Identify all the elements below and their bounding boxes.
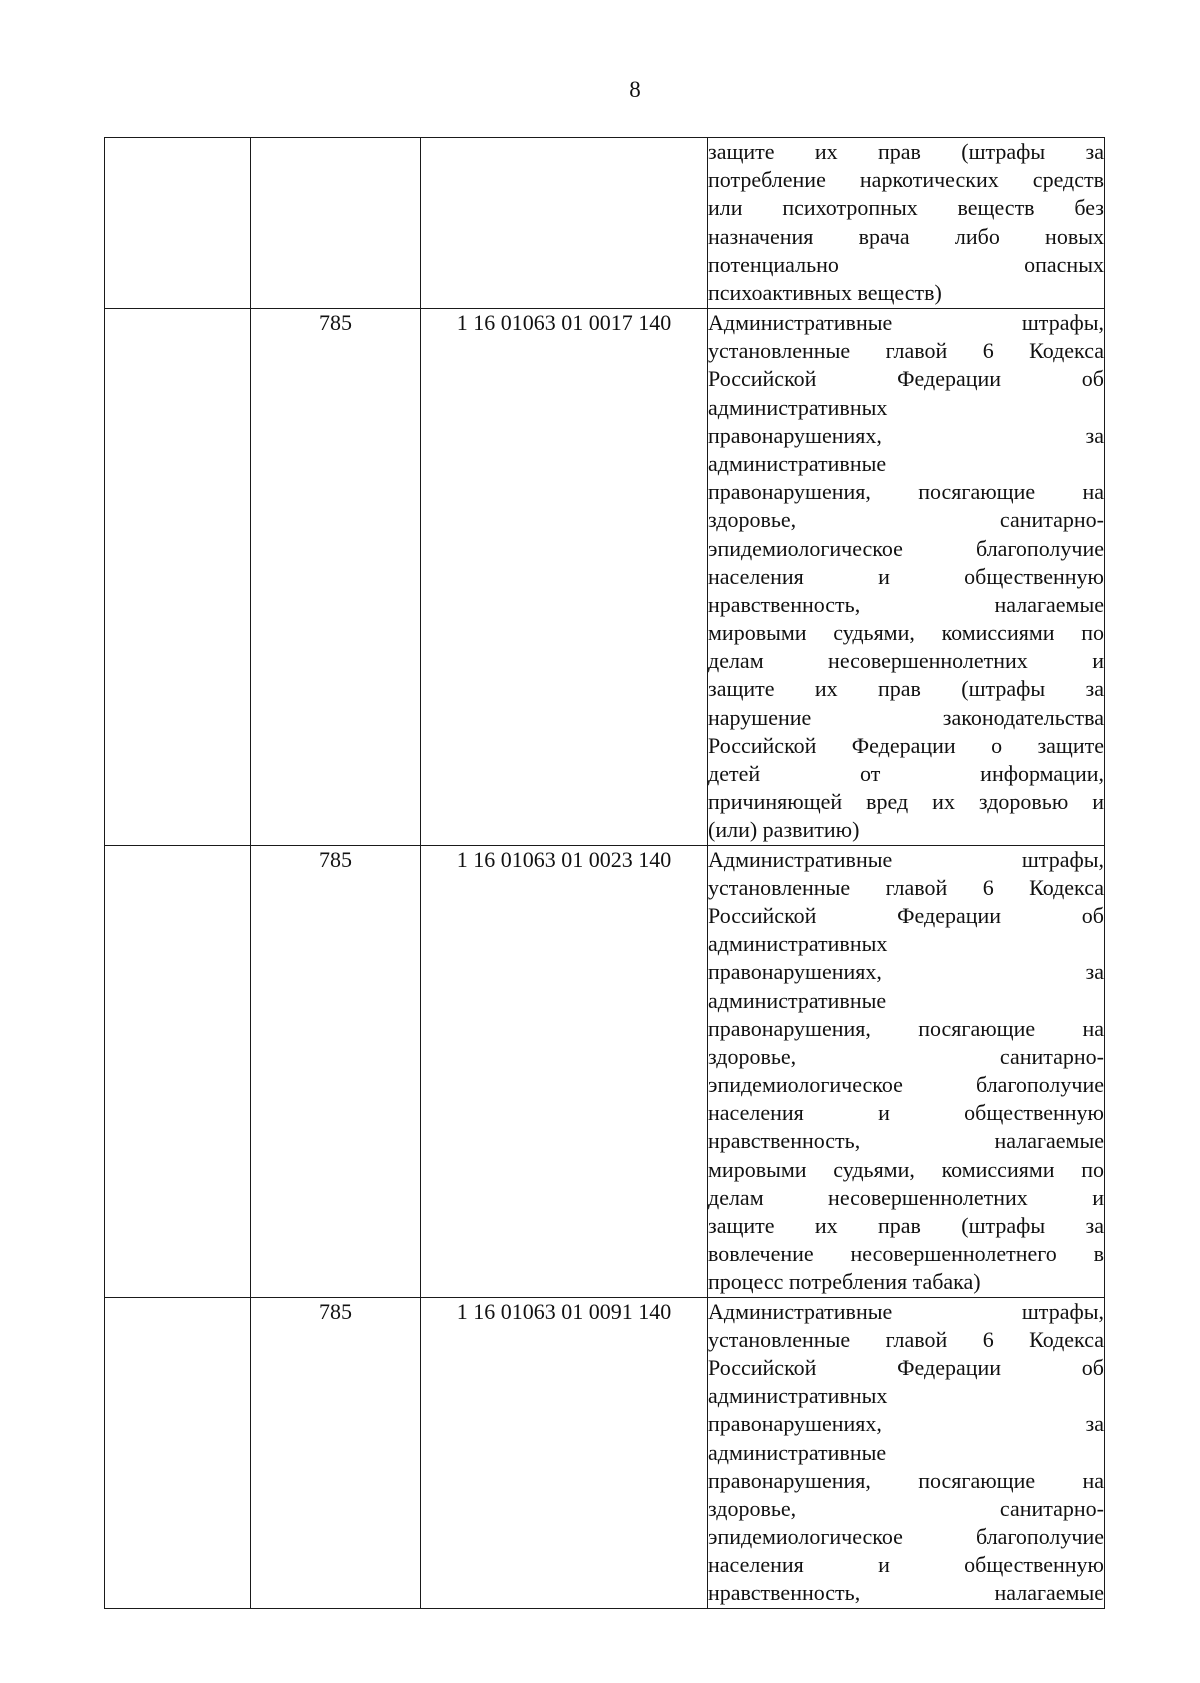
admin-code-cell: 785 (251, 845, 421, 1297)
description-cell (708, 309, 1105, 846)
description-line: Российской Федерации об (708, 366, 1104, 392)
description-line: мировыми судьями, комиссиями по (708, 1156, 1104, 1182)
description-line: эпидемиологическое благополучие (708, 535, 1104, 561)
description-line: или психотропных веществ без (708, 195, 1104, 221)
description-line: здоровье, санитарно- (708, 1043, 1104, 1069)
kbk-code-cell: 1 16 01063 01 0091 140 (421, 1297, 708, 1608)
description-line: установленные главой 6 Кодекса (708, 1326, 1104, 1352)
description-line: административных (708, 931, 888, 957)
description-line: детей от информации, (708, 761, 1104, 786)
description-line: административные (708, 1439, 887, 1465)
description-line: населения и общественную (708, 1100, 1104, 1126)
description-line: психоактивных веществ) (708, 279, 942, 305)
revenue-code-table (104, 137, 1105, 1609)
description-line: населения и общественную (708, 1552, 1104, 1578)
description-line: делам несовершеннолетних и (708, 648, 1104, 674)
description-cell (708, 845, 1105, 1297)
description-line: нравственность, налагаемые (708, 1128, 1104, 1154)
description-line: административные (708, 450, 887, 476)
admin-code-cell: 785 (251, 1297, 421, 1608)
description-line: правонарушения, посягающие на (708, 1015, 1104, 1041)
description-line: защите их прав (штрафы за (708, 1213, 1104, 1238)
table-row (105, 1297, 1105, 1608)
description-line: административные (708, 987, 887, 1013)
description-line: нравственность, налагаемые (708, 1580, 1104, 1606)
description-line: причиняющей вред их здоровью и (708, 789, 1104, 815)
kbk-code-cell: 1 16 01063 01 0023 140 (421, 845, 708, 1297)
kbk-code-cell: 1 16 01063 01 0017 140 (421, 309, 708, 846)
description-line: защите их прав (штрафы за (708, 676, 1104, 702)
empty-cell (105, 1297, 251, 1608)
kbk-code-cell (421, 138, 708, 309)
description-line: правонарушениях, за (708, 422, 1104, 448)
description-line: эпидемиологическое благополучие (708, 1524, 1104, 1550)
description-line: здоровье, санитарно- (708, 1495, 1104, 1521)
description-cell (708, 138, 1105, 309)
description-line: Российской Федерации о защите (708, 732, 1104, 758)
description-line: населения и общественную (708, 563, 1104, 589)
description-line: мировыми судьями, комиссиями по (708, 620, 1104, 646)
description-line: правонарушениях, за (708, 1411, 1104, 1437)
description-line: потенциально опасных (708, 251, 1104, 277)
description-line: правонарушениях, за (708, 959, 1104, 985)
description-line: (или) развитию) (708, 817, 860, 843)
description-line: административных (708, 394, 888, 420)
description-line: установленные главой 6 Кодекса (708, 874, 1104, 900)
empty-cell (105, 845, 251, 1297)
description-line: нарушение законодательства (708, 704, 1104, 730)
description-line: Российской Федерации об (708, 1354, 1104, 1380)
description-line: установленные главой 6 Кодекса (708, 338, 1104, 364)
description-line: эпидемиологическое благополучие (708, 1072, 1104, 1098)
admin-code-cell: 785 (251, 309, 421, 846)
description-line: правонарушения, посягающие на (708, 479, 1104, 505)
empty-cell (105, 138, 251, 309)
description-line: Административные штрафы, (708, 846, 1104, 872)
description-line: административных (708, 1383, 888, 1409)
description-line: здоровье, санитарно- (708, 507, 1104, 533)
description-line: Административные штрафы, (708, 310, 1104, 335)
table-row (105, 138, 1105, 309)
description-line: правонарушения, посягающие на (708, 1467, 1104, 1493)
description-line: потребление наркотических средств (708, 167, 1104, 193)
table-row (105, 309, 1105, 846)
description-line: нравственность, налагаемые (708, 591, 1104, 617)
description-cell (708, 1297, 1105, 1608)
description-line: Административные штрафы, (708, 1298, 1104, 1324)
page-number: 8 (629, 77, 641, 102)
description-line: делам несовершеннолетних и (708, 1184, 1104, 1210)
table-row (105, 845, 1105, 1297)
description-line: процесс потребления табака) (708, 1269, 981, 1295)
description-line: Российской Федерации об (708, 902, 1104, 928)
description-line: назначения врача либо новых (708, 223, 1104, 249)
description-line: защите их прав (штрафы за (708, 139, 1104, 164)
admin-code-cell (251, 138, 421, 309)
description-line: вовлечение несовершеннолетнего в (708, 1241, 1104, 1267)
empty-cell (105, 309, 251, 846)
